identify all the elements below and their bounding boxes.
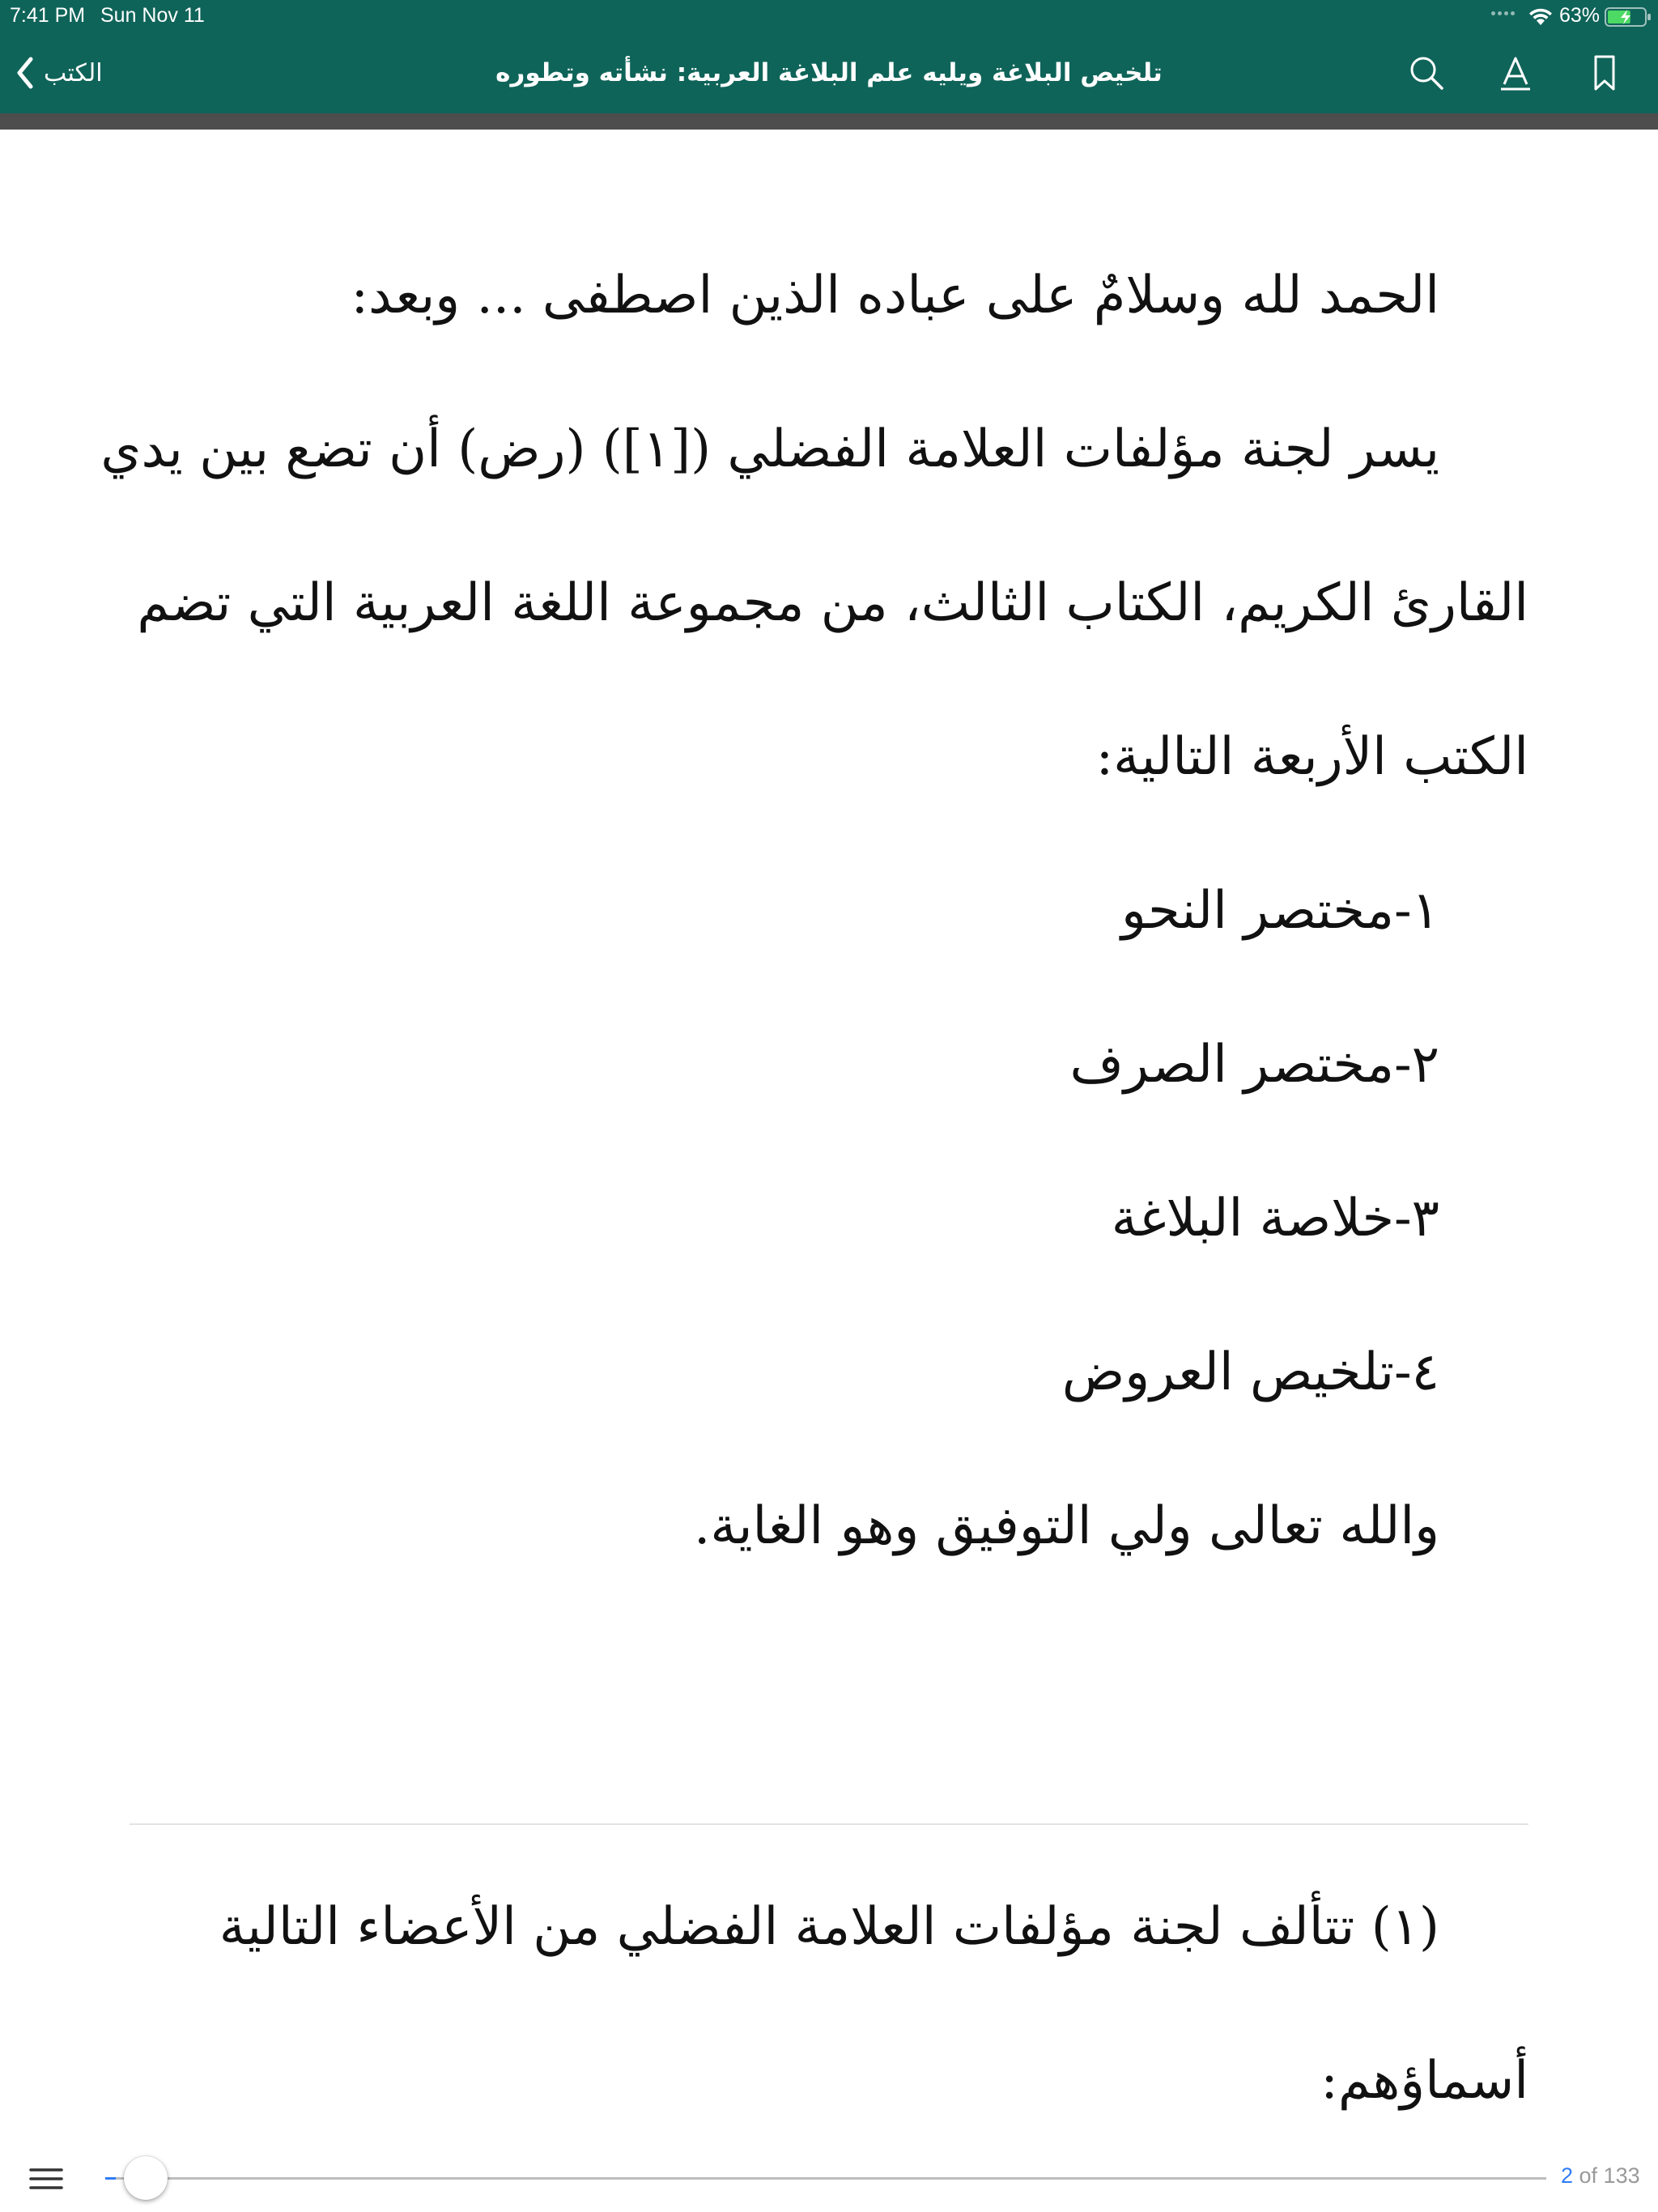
- page-slider[interactable]: [105, 2177, 1546, 2180]
- navigation-bar: [0, 32, 1658, 113]
- toolbar-divider: [0, 113, 1658, 130]
- font-settings-button[interactable]: [1493, 50, 1538, 96]
- paragraph-opening: الحمد لله وسلامٌ على عباده الذين اصطفى ... وبعد:: [351, 266, 1439, 325]
- cellular-signal-icon: [1491, 11, 1516, 18]
- table-of-contents-button[interactable]: [29, 2162, 63, 2196]
- paragraph-closing: والله تعالى ولي التوفيق وهو الغاية.: [694, 1496, 1439, 1556]
- current-page-number: 2: [1561, 2163, 1574, 2188]
- footnote-line: أسماؤهم:: [1320, 2051, 1528, 2111]
- menu-icon: [29, 2162, 63, 2196]
- status-date: Sun Nov 11: [100, 4, 205, 27]
- back-button[interactable]: [13, 49, 134, 97]
- font-size-icon: [1496, 53, 1535, 92]
- search-icon: [1407, 53, 1446, 92]
- paragraph-line: يسر لجنة مؤلفات العلامة الفضلي ([١]) (رض) أن تضع بين يدي: [100, 419, 1439, 479]
- page-indicator: [1561, 2163, 1640, 2189]
- list-item: ٣-خلاصة البلاغة: [1111, 1189, 1439, 1249]
- wifi-icon: [1527, 6, 1554, 27]
- footnote-line: (١) تتألف لجنة مؤلفات العلامة الفضلي من الأعضاء التالية: [219, 1897, 1439, 1957]
- bookmark-icon: [1585, 53, 1624, 92]
- search-button[interactable]: [1404, 50, 1449, 96]
- book-title: تلخيص البلاغة ويليه علم البلاغة العربية: نشأته وتطوره: [495, 58, 1163, 87]
- paragraph-line: الكتب الأربعة التالية:: [1095, 727, 1528, 787]
- page-slider-thumb[interactable]: [124, 2156, 168, 2200]
- status-bar: [0, 0, 1658, 32]
- page-slider-progress: [105, 2177, 116, 2180]
- paragraph-line: القارئ الكريم، الكتاب الثالث، من مجموعة اللغة العربية التي تضم: [137, 573, 1528, 633]
- list-item: ١-مختصر النحو: [1120, 881, 1439, 941]
- total-pages: of 133: [1573, 2163, 1640, 2188]
- back-button-label: الكتب: [44, 58, 103, 87]
- chevron-left-icon: [13, 54, 37, 91]
- book-page-content: [0, 130, 1658, 2154]
- battery-charging-icon: [1605, 6, 1653, 28]
- footnote-separator: [130, 1823, 1528, 1825]
- list-item: ٢-مختصر الصرف: [1069, 1035, 1439, 1095]
- list-item: ٤-تلخيص العروض: [1061, 1342, 1439, 1402]
- bookmark-button[interactable]: [1582, 50, 1627, 96]
- bottom-toolbar: [0, 2146, 1658, 2212]
- status-time: 7:41 PM: [10, 4, 86, 27]
- battery-percent: 63%: [1559, 4, 1601, 27]
